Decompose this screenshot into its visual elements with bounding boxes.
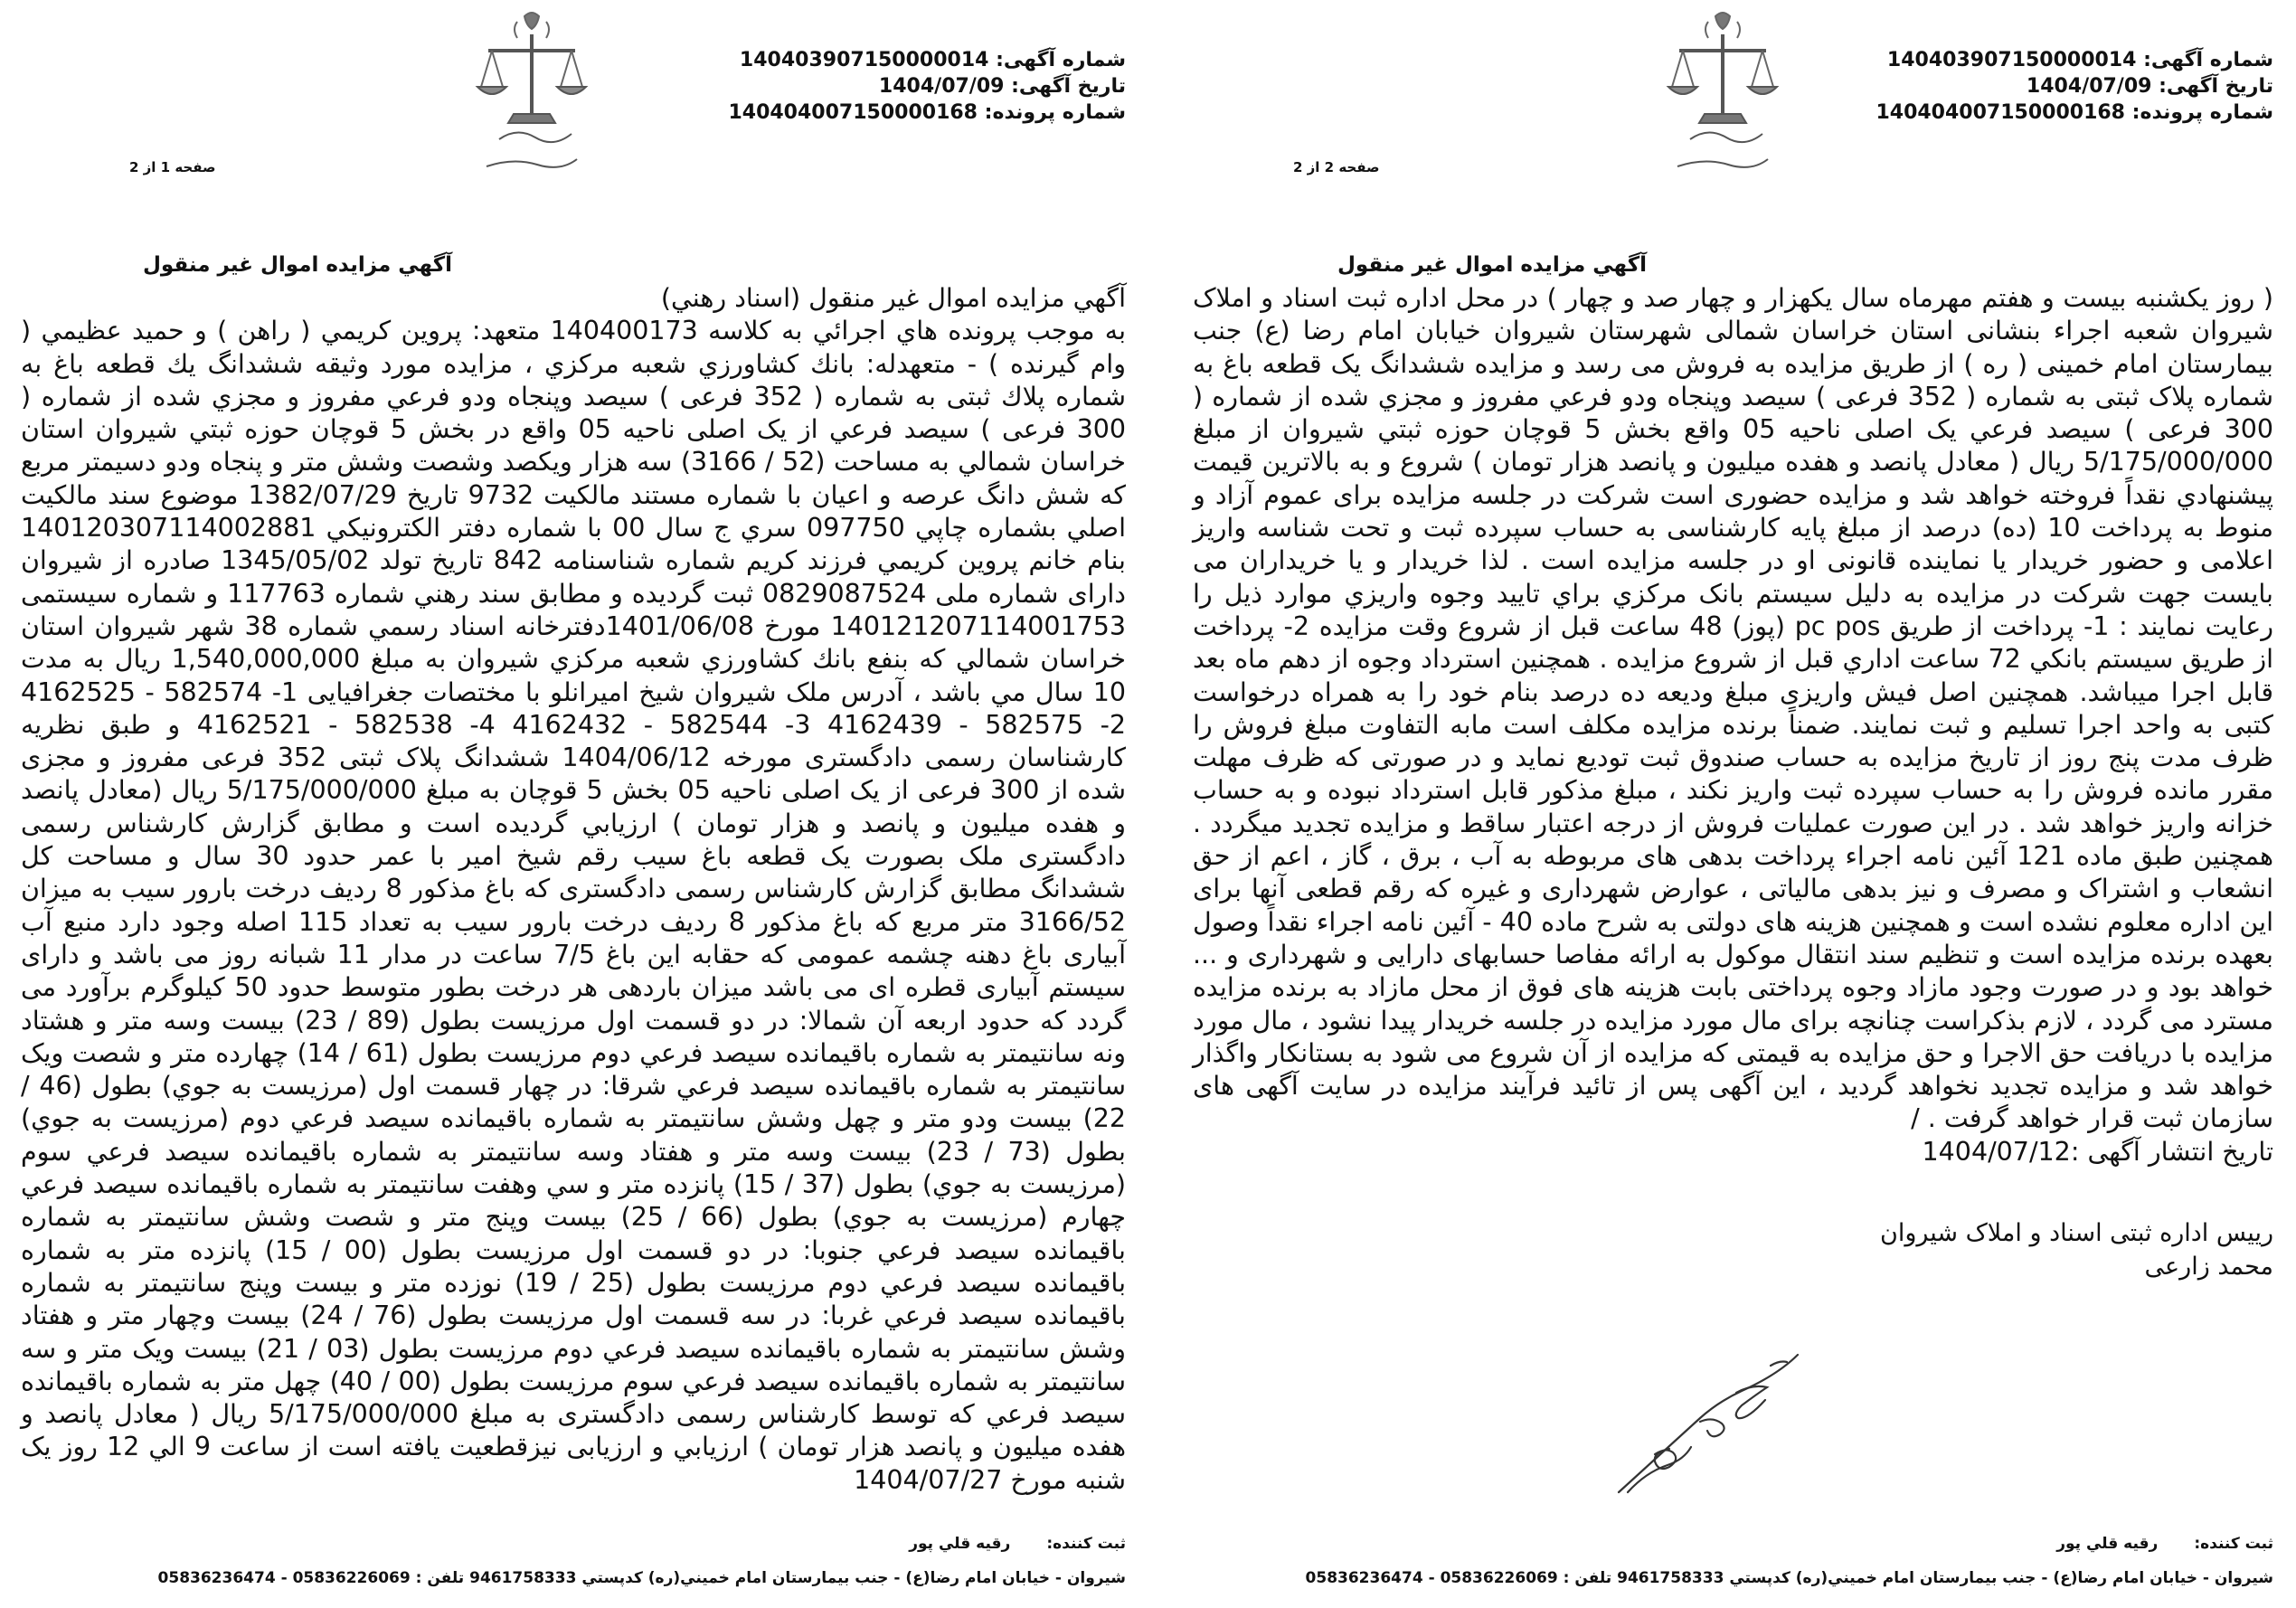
notice-date: تاریخ آگهی: 1404/07/09 [2026,75,2273,98]
page-indicator: صفحه 2 از 2 [1293,159,1380,175]
notice-date: تاریخ آگهی: 1404/07/09 [878,75,1126,98]
notice-body [1193,282,2273,1168]
registrar-line [2056,1535,2273,1553]
handwritten-signature [1601,1338,1818,1501]
body-paragraph: ( روز يكشنبه بيست و هفتم مهرماه سال يكهزار و چهار صد و چهار ) در محل اداره ثبت اسناد و املاک شيروان شعبه اجراء بنشانى استان خراسان شمالى شهرستان شيروان خيابان امام رضا (ع) جنب بيمارستان امام خمينى ( ره ) از طريق مزايده به فروش مى رسد و مزايده ششدانگ يک قطعه باغ به شماره پلاک ثبتى به شماره ( 352 فرعى ) سيصد وپنجاه ودو فرعي مفروز و مجزي شده از شماره ( 300 فرعى ) سيصد فرعي يک اصلى ناحيه 05 واقع بخش 5 قوچان حوزه ثبتي شيروان از مبلغ 5/175/000/000 ريال ( معادل پانصد و هفده ميليون و پانصد هزار تومان ) شروع و به بالاترين قيمت پيشنهادي نقداً فروخته خواهد شد و مزايده حضورى است شركت در جلسه مزايده براى عموم آزاد و منوط به پرداخت 10 (ده) درصد از مبلغ پايه كارشناسى به حساب سپرده ثبت و تحت شناسه واريز اعلامى و حضور خريدار يا نماينده قانونى او در جلسه مزايده است . لذا خريدار و يا خريداران مى بايست جهت شركت در مزايده به دليل سيستم بانک مركزي براي تاييد وجوه واريزي موارد ذيل را رعايت نمايند : 1- پرداخت از طريق pc pos (پوز) 48 ساعت قبل از شروع وقت مزايده 2- پرداخت از طريق سيستم بانكي 72 ساعت اداري قبل از شروع مزايده . همچنين استرداد وجوه از دهم ماه بعد قابل اجرا ميباشد. همچنين اصل فيش واريزى مبلغ وديعه ده درصد بنام خود را به همراه درخواست كتبى به واحد اجرا تسليم و ثبت نمايند. ضمناً برنده مزايده مكلف است مابه التفاوت مبلغ فروش را ظرف مدت پنج روز از تاريخ مزايده به حساب صندوق ثبت توديع نمايد و در صورتى كه ظرف مهلت مقرر مانده فروش را به حساب سپرده ثبت واريز نكند ، مبلغ مذكور قابل استرداد نبوده و به حساب خزانه واريز خواهد شد . در اين صورت عمليات فروش از درجه اعتبار ساقط و مزايده تجديد ميگردد . همچنين طبق ماده 121 آئين نامه اجراء پرداخت بدهى هاى مربوطه به آب ، برق ، گاز ، اعم از حق انشعاب و اشتراک و مصرف و نيز بدهى مالياتى ، عوارض شهردارى و غيره كه رقم قطعى آنها براى اين اداره معلوم نشده است و همچنين هزينه هاى دولتى به شرح ماده 40 - آئين نامه اجراء نقداً وصول بعهده برنده مزايده است و تنظيم سند انتقال موكول به ارائه مفاصا حسابهاى دارايى و شهردارى و ... خواهد بود و در صورت وجود مازاد وجوه پرداختى بابت هزينه هاى فوق از محل مازاد به برنده مزايده مسترد مى گردد ، لازم بذكراست چنانچه براى مال مورد مزايده در جلسه خريدار پيدا نشود ، مال مورد مزايده با دريافت حق الاجرا و حق مزايده به قيمتى كه مزايده از آن شروع مى شود به بستانكار واگذار خواهد شد و مزايده تجديد نخواهد گرديد ، اين آگهى پس از تائيد فرآيند مزايده در سايت آگهى هاى سازمان ثبت قرار خواهد گرفت . / [1193,283,2274,1134]
registrar-name: رقيه قلي پور [2056,1535,2159,1553]
page-title: آگهي مزايده اموال غير منقول [1337,253,1647,277]
registrar-name: رقيه قلي پور [909,1535,1011,1553]
publication-date: تاريخ انتشار آگهی :1404/07/12 [1922,1136,2273,1167]
file-number: شماره پرونده: 140404007150000168 [728,101,1126,124]
office-address-footer: شيروان - خيابان امام رضا(ع) - جنب بيمارستان امام خميني(ره) كدپستي 9461758333 تلفن : 05836226069 - 05836236474 [157,1569,1126,1587]
notice-meta [728,47,1126,126]
notice-number: شماره آگهی: 140403907150000014 [739,49,1126,71]
page-title: آگهي مزايده اموال غير منقول [142,253,452,277]
signatory-name: محمد زارعى [2144,1253,2273,1281]
body-paragraph: به موجب پرونده هاي اجرائي به كلاسه 140400173 متعهد: پروين كريمي ( راهن ) و حميد عظيمي ( وام گيرنده ) - متعهدله: بانك كشاورزي شعبه مركزي ، مزايده مورد وثيقه ششدانگ يك قطعه باغ به شماره پلاك ثبتی به شماره ( 352 فرعى ) سيصد وپنجاه ودو فرعي مفروز و مجزي شده از شماره ( 300 فرعى ) سيصد فرعي از يک اصلی ناحيه 05 واقع در بخش 5 قوچان حوزه ثبتي شيروان استان خراسان شمالي به مساحت (52 / 3166) سه هزار ويكصد وشصت وشش متر و پنجاه ودو دسيمتر مربع كه شش دانگ عرصه و اعيان با شماره مستند مالكيت 9732 تاريخ 1382/07/29 موضوع سند مالكيت اصلي بشماره چاپي 097750 سري ج سال 00 با شماره دفتر الكترونيكي 140120307114002881 بنام خانم پروين كريمي فرزند كريم شماره شناسنامه 842 تاريخ تولد 1345/05/02 صادره از شيروان داراى شماره ملى 0829087524 ثبت گرديده و مطابق سند رهني شماره 117763 و شماره سيستمى 140121207114001753 مورخ 1401/06/08دفترخانه اسناد رسمي شماره 38 شهر شيروان استان خراسان شمالي كه بنفع بانك كشاورزي شعبه مركزي شيروان به مبلغ 1,540,000,000 ريال به مدت 10 سال مي باشد ، آدرس ملک شيروان شيخ اميرانلو با مختصات جغرافيايى 1- 582574 - 4162525 2- 582575 - 4162439 3- 582544 - 4162432 4- 582538 - 4162521 و طبق نظريه كارشناسان رسمى دادگسترى مورخه 1404/06/12 ششدانگ پلاک ثبتى 352 فرعى مفروز و مجزى شده از 300 فرعى از يک اصلى ناحيه 05 بخش 5 قوچان به مبلغ 5/175/000/000 ريال (معادل پانصد و هفده ميليون و پانصد و هزار تومان ) ارزيابي گرديده است و مطابق گزارش كارشناس رسمى دادگسترى ملک بصورت يک قطعه باغ سيب رقم شيخ امير با عمر حدود 30 سال و مساحت كل ششدانگ مطابق گزارش كارشناس رسمى دادگسترى كه باغ مذكور 8 رديف درخت بارور سيب به ميزان 3166/52 متر مربع كه باغ مذكور 8 رديف درخت بارور سيب به تعداد 115 اصله وجود دارد منبع آب آبيارى باغ دهنه چشمه عمومى كه حقابه اين باغ 7/5 ساعت در مدار 11 شبانه روز مى باشد و داراى سيستم آبيارى قطره اى مى باشد ميزان باردهى هر درخت بطور متوسط حدود 50 كيلوگرم برآورد مى گردد كه حدود اربعه آن شمالا: در دو قسمت اول مرزيست بطول (89 / 23) بيست وسه متر و هشتاد ونه سانتيمتر به شماره باقيمانده سيصد فرعي دوم مرزيست بطول (61 / 14) چهارده متر و شصت ويک سانتيمتر به شماره باقيمانده سيصد فرعي شرقا: در چهار قسمت اول (مرزيست به جوي) بطول (46 / 22) بيست ودو متر و چهل وشش سانتيمتر به شماره باقيمانده سيصد فرعي دوم (مرزيست به جوي) بطول (73 / 23) بيست وسه متر و هفتاد وسه سانتيمتر به شماره باقيمانده سيصد فرعي سوم (مرزيست به جوي) بطول (37 / 15) پانزده متر و سي وهفت سانتيمتر به شماره باقيمانده سيصد فرعي چهارم (مرزيست به جوي) بطول (66 / 25) بيست وپنج متر و شصت وشش سانتيمتر به شماره باقيمانده سيصد فرعي جنوبا: در دو قسمت اول مرزيست بطول (00 / 15) پانزده متر به شماره باقيمانده سيصد فرعي دوم مرزيست بطول (25 / 19) نوزده متر و بيست وپنج سانتيمتر به شماره باقيمانده سيصد فرعي غربا: در سه قسمت اول مرزيست بطول (76 / 24) بيست وچهار متر و هفتاد وشش سانتيمتر به شماره باقيمانده سيصد فرعي دوم مرزيست بطول (03 / 21) بيست ويک متر و سه سانتيمتر به شماره باقيمانده سيصد فرعي سوم مرزيست بطول (00 / 40) چهل متر به شماره باقيمانده سيصد فرعي كه توسط كارشناس رسمى دادگسترى به مبلغ 5/175/000/000 ريال ( معادل پانصد و هفده ميليون و پانصد هزار تومان ) ارزيابي و ارزيابى نيزقطعيت يافته است از ساعت 9 الي 12 روز يک شنبه مورخ 1404/07/27 [21,316,1127,1495]
judiciary-emblem-icon [468,7,595,197]
body-paragraph: آگهي مزايده اموال غير منقول (اسناد رهني) [660,283,1126,313]
notice-number: شماره آگهی: 140403907150000014 [1886,49,2273,71]
notice-body [21,282,1126,1497]
signatory-block [1880,1216,2273,1283]
file-number: شماره پرونده: 140404007150000168 [1876,101,2273,124]
notice-page-1 [7,0,1148,1608]
office-address-footer: شيروان - خيابان امام رضا(ع) - جنب بيمارستان امام خميني(ره) كدپستي 9461758333 تلفن : 05836226069 - 05836236474 [1305,1569,2273,1587]
notice-page-2 [1176,0,2296,1608]
registrar-label: ثبت كننده: [2194,1535,2273,1553]
notice-meta [1876,47,2273,126]
registrar-line [909,1535,1126,1553]
registrar-label: ثبت كننده: [1046,1535,1126,1553]
signatory-title: رييس اداره ثبتی اسناد و املاک شيروان [1880,1219,2273,1247]
page-indicator: صفحه 1 از 2 [129,159,216,175]
judiciary-emblem-icon [1659,7,1786,197]
